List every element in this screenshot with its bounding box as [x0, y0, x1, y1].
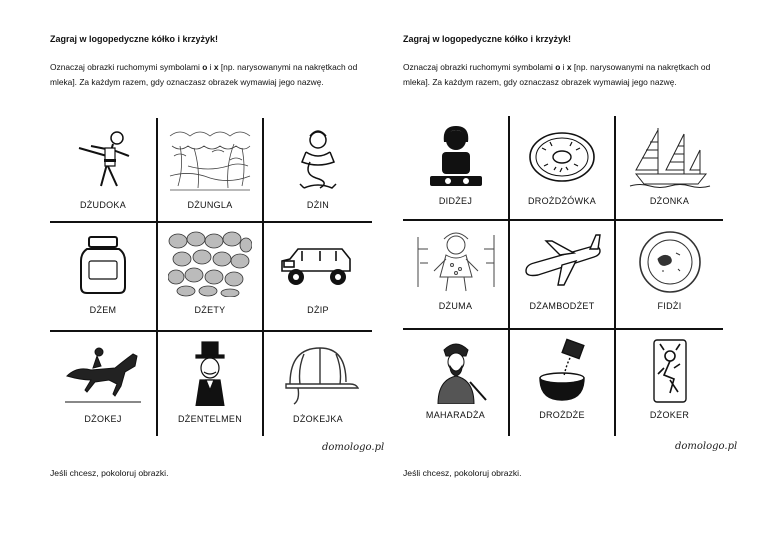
- instructions: [403, 60, 713, 90]
- word-label: DŻIN: [306, 200, 330, 210]
- word-label: FIDŻI: [657, 301, 682, 311]
- fiji-stamp-icon: [628, 229, 712, 295]
- junk-ship-icon: [628, 124, 712, 190]
- word-label: DIDŻEJ: [438, 196, 473, 206]
- word-label: DŻONKA: [649, 196, 690, 206]
- word-label: DŻOKER: [649, 410, 690, 420]
- jungle-icon: [168, 126, 252, 192]
- grid-cell[interactable]: [50, 223, 158, 332]
- word-label: DŻENTELMEN: [177, 414, 242, 424]
- word-label: MAHARADŻA: [425, 410, 486, 420]
- page-title: Zagraj w logopedyczne kółko i krzyżyk!: [403, 34, 572, 44]
- instructions-text: [np. narysowanymi na nakrętkach od mleka]. Za każdym razem, gdy oznaczasz obrazek wymawiaj jego nazwę.: [50, 62, 358, 87]
- word-label: DŻOKEJ: [84, 414, 122, 424]
- jeep-icon: [276, 231, 360, 297]
- worksheet-left: [50, 0, 420, 544]
- dj-icon: [414, 124, 498, 190]
- instructions: [50, 60, 360, 90]
- word-label: DŻUMA: [438, 301, 473, 311]
- word-label: DŻUNGLA: [187, 200, 233, 210]
- donut-icon: [520, 124, 604, 190]
- worksheet-right: [403, 0, 768, 544]
- grid-cell[interactable]: [403, 221, 510, 330]
- grid-cell[interactable]: [264, 332, 372, 436]
- instructions-text: i: [207, 62, 214, 72]
- footer-note: Jeśli chcesz, pokoloruj obrazki.: [50, 468, 169, 478]
- grid-cell[interactable]: [510, 330, 616, 436]
- grid-cell[interactable]: [616, 330, 723, 436]
- jam-jar-icon: [61, 231, 145, 297]
- tic-tac-toe-grid: [403, 116, 723, 436]
- grid-cell[interactable]: [158, 118, 264, 223]
- grid-cell[interactable]: [616, 116, 723, 221]
- footer-note: Jeśli chcesz, pokoloruj obrazki.: [403, 468, 522, 478]
- word-label: DŻIP: [307, 305, 329, 315]
- symbol-o: o: [202, 62, 208, 72]
- grid-cell[interactable]: [403, 330, 510, 436]
- symbol-x: x: [566, 62, 572, 72]
- jockey-icon: [61, 340, 145, 406]
- word-label: DŻAMBODŻET: [529, 301, 595, 311]
- symbol-o: o: [555, 62, 561, 72]
- grid-cell[interactable]: [158, 223, 264, 332]
- instructions-text: Oznaczaj obrazki ruchomymi symbolami: [50, 62, 203, 72]
- grid-cell[interactable]: [50, 332, 158, 436]
- symbol-x: x: [213, 62, 219, 72]
- grid-cell[interactable]: [510, 221, 616, 330]
- tic-tac-toe-grid: [50, 118, 372, 436]
- grid-cell[interactable]: [264, 223, 372, 332]
- sequins-icon: [168, 231, 252, 297]
- grid-cell[interactable]: [510, 116, 616, 221]
- brand-logo: domologo.pl: [675, 441, 738, 452]
- grid-cell[interactable]: [50, 118, 158, 223]
- brand-logo: domologo.pl: [322, 442, 385, 453]
- word-label: DROŻDŻÓWKA: [528, 196, 596, 206]
- grid-cell[interactable]: [403, 116, 510, 221]
- airplane-icon: [520, 229, 604, 295]
- grid-cell[interactable]: [264, 118, 372, 223]
- maharaja-icon: [414, 338, 498, 404]
- joker-card-icon: [628, 338, 712, 404]
- judoka-icon: [61, 126, 145, 192]
- page-title: Zagraj w logopedyczne kółko i krzyżyk!: [50, 34, 219, 44]
- instructions-text: Oznaczaj obrazki ruchomymi symbolami: [403, 62, 556, 72]
- word-label: DŻEM: [89, 305, 117, 315]
- instructions-text: [np. narysowanymi na nakrętkach od mleka]. Za każdym razem, gdy oznaczasz obrazek wymawiaj jego nazwę.: [403, 62, 711, 87]
- genie-icon: [276, 126, 360, 192]
- plague-icon: [414, 229, 498, 295]
- grid-cell[interactable]: [158, 332, 264, 436]
- word-label: DŻOKEJKA: [293, 414, 343, 424]
- word-label: DŻETY: [194, 305, 226, 315]
- word-label: DROŻDŻE: [539, 410, 585, 420]
- grid-cell[interactable]: [616, 221, 723, 330]
- gentleman-icon: [168, 340, 252, 406]
- instructions-text: i: [560, 62, 567, 72]
- yeast-icon: [520, 338, 604, 404]
- word-label: DŻUDOKA: [79, 200, 127, 210]
- riding-helmet-icon: [276, 340, 360, 406]
